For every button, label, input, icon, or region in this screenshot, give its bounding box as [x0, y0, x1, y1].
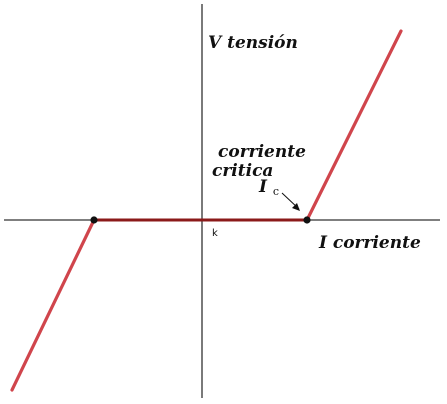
right-critical-point	[303, 216, 310, 223]
critical-current-symbol: I	[259, 177, 267, 197]
origin-label: k	[212, 228, 218, 239]
left-curve-segment	[12, 220, 94, 390]
critical-current-subscript: c	[272, 185, 280, 198]
y-axis-label: V tensión	[208, 33, 298, 53]
critical-current-label	[258, 177, 279, 198]
annotation-line-2: critica	[212, 161, 274, 181]
right-curve-segment	[307, 31, 401, 220]
left-critical-point	[90, 216, 97, 223]
annotation-line-1: corriente	[218, 142, 306, 162]
x-axis-label: I corriente	[319, 233, 421, 253]
